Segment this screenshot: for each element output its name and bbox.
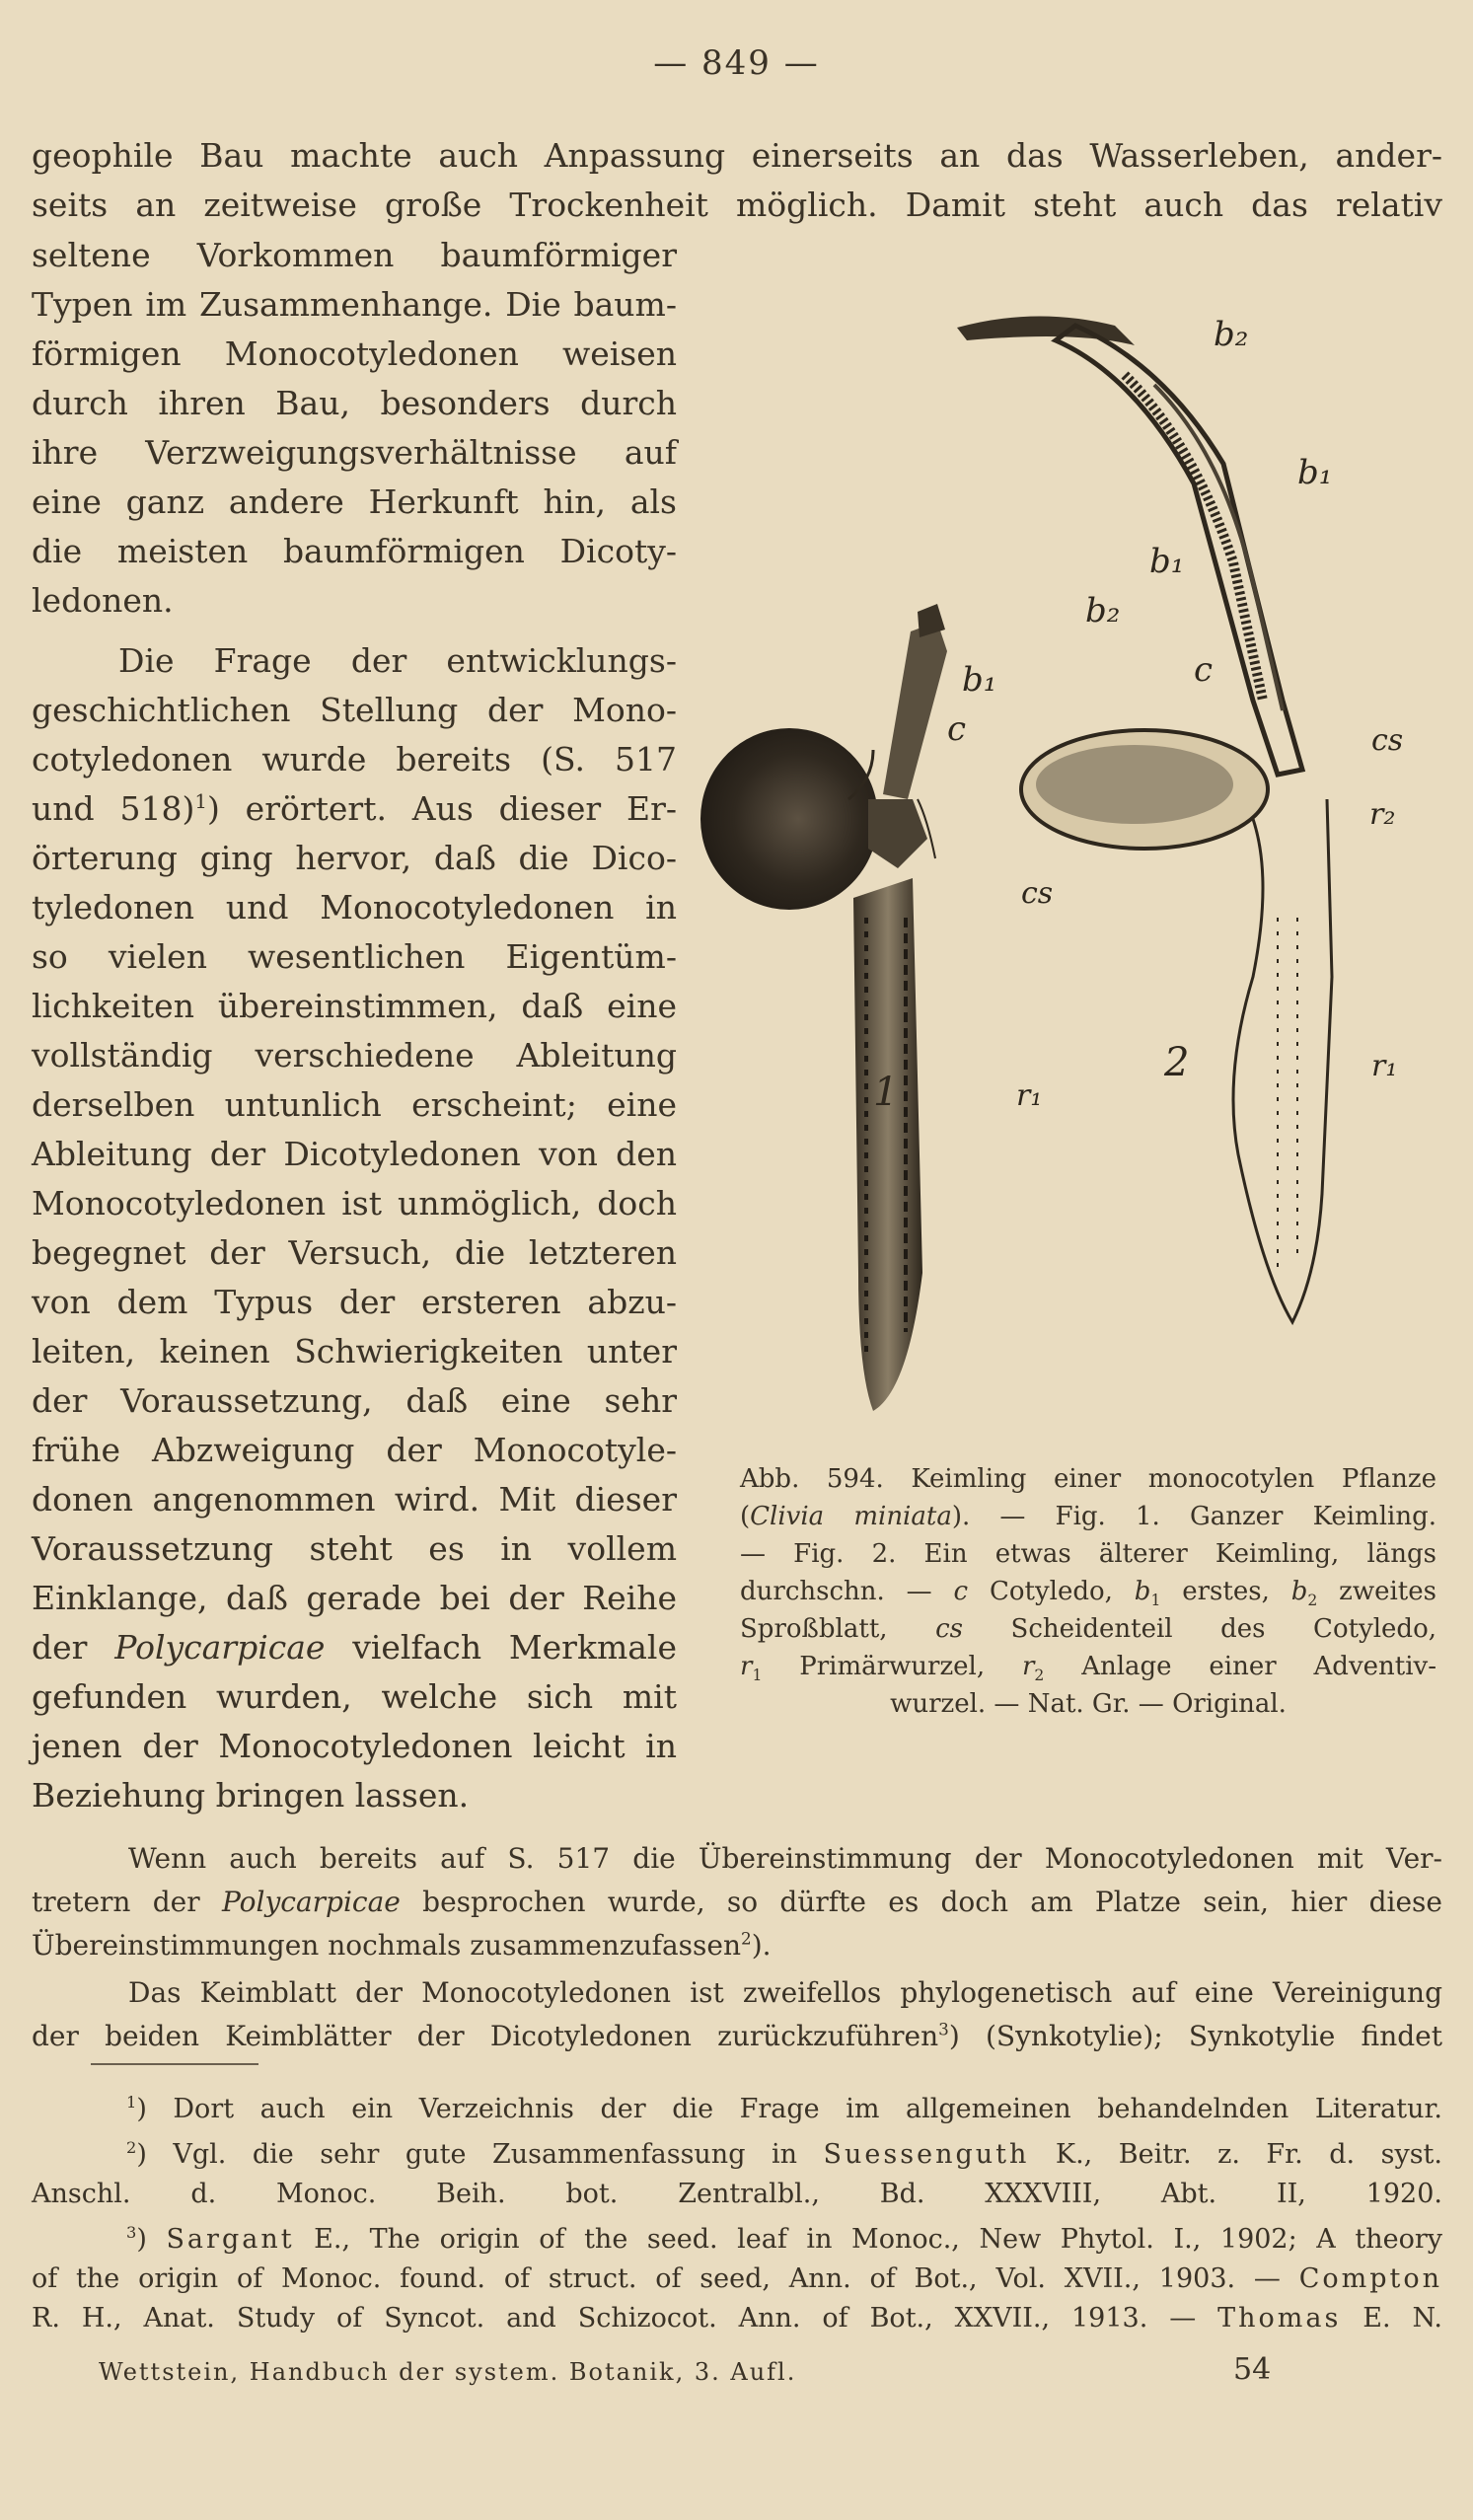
- caption-line: Abb. 594. Keimling einer monocotylen Pflanze: [740, 1464, 1436, 1494]
- text-segment: Übereinstimmungen nochmals zusammenzufassen: [32, 1929, 742, 1962]
- fig2-endosperm: [1036, 745, 1233, 824]
- text-segment: tretern der: [32, 1886, 222, 1918]
- text-segment: ) Vgl. die sehr gute Zusammenfassung in: [136, 2139, 824, 2170]
- text-segment: Cotyledo,: [968, 1577, 1135, 1606]
- footnote-divider: [91, 2063, 258, 2065]
- column-line: durch ihren Bau, besonders durch: [32, 384, 677, 422]
- label-b1-left: b₁: [962, 660, 997, 700]
- column-line: derselben untunlich erscheint; eine: [32, 1085, 677, 1124]
- label-b1-mid: b₁: [1149, 542, 1185, 581]
- fig1-primary-root: [853, 878, 922, 1411]
- column-line: frühe Abzweigung der Monocotyle-: [32, 1431, 677, 1469]
- subscript: 1: [1150, 1592, 1161, 1610]
- text-segment: K., Beitr. z. Fr. d. syst.: [1029, 2139, 1442, 2170]
- caption-line: wurzel. — Nat. Gr. — Original.: [890, 1689, 1287, 1719]
- symbol: b: [1134, 1577, 1151, 1606]
- label-r1-right: r₁: [1371, 1049, 1398, 1083]
- column-line: ihre Verzweigungsverhältnisse auf: [32, 433, 677, 472]
- column-line: begegnet der Versuch, die letzteren: [32, 1233, 677, 1272]
- footnote: [126, 2090, 1442, 2129]
- column-line: eine ganz andere Herkunft hin, als: [32, 482, 677, 521]
- label-c-right: c: [1194, 650, 1214, 690]
- column-line: so vielen wesentlichen Eigentüm-: [32, 937, 677, 976]
- caption-line: [740, 1610, 1436, 1648]
- author-name: Compton: [1298, 2263, 1442, 2294]
- label-c-left: c: [947, 709, 967, 749]
- column-line: seltene Vorkommen baumförmiger: [32, 236, 677, 274]
- label-r2: r₂: [1369, 797, 1396, 832]
- footnote: [126, 2135, 1442, 2175]
- text-segment: besprochen wurde, so dürfte es doch am Platze sein, hier diese: [400, 1886, 1442, 1918]
- footnote-ref: 1: [194, 790, 207, 813]
- signature-number: 54: [1233, 2352, 1272, 2387]
- text-segment: und 518): [32, 789, 195, 828]
- text-segment: E. N.: [1341, 2303, 1443, 2334]
- column-line: Beziehung bringen lassen.: [32, 1776, 470, 1815]
- text-segment: ): [136, 2224, 167, 2255]
- fig1-seedling: [700, 604, 947, 1411]
- symbol: c: [953, 1577, 969, 1606]
- column-line: Die Frage der entwicklungs-: [118, 641, 677, 680]
- column-line: lichkeiten übereinstimmen, daß eine: [32, 987, 677, 1025]
- body-line: seits an zeitweise große Trockenheit möglich. Damit steht auch das relativ: [32, 185, 1442, 224]
- column-line: Ableitung der Dicotyledonen von den: [32, 1135, 677, 1173]
- figure-seedling: [700, 286, 1450, 1441]
- label-fig1: 1: [873, 1070, 899, 1115]
- fig1-shoot-b2: [918, 604, 945, 637]
- footnote: [126, 2220, 1442, 2260]
- body-line: geophile Bau machte auch Anpassung einerseits an das Wasserleben, ander-: [32, 136, 1442, 175]
- column-line: der Voraussetzung, daß eine sehr: [32, 1381, 677, 1420]
- label-b2-top: b₂: [1214, 315, 1249, 354]
- text-segment: Anlage einer Adventiv-: [1044, 1652, 1436, 1681]
- column-line: Einklange, daß gerade bei der Reihe: [32, 1579, 677, 1617]
- body-line: Das Keimblatt der Monocotyledonen ist zweifellos phylogenetisch auf eine Vereinigung: [128, 1976, 1442, 2009]
- fig1-seed-cotyledon: [700, 728, 878, 910]
- text-segment: ) erörtert. Aus dieser Er-: [206, 789, 677, 828]
- text-segment: Primärwurzel,: [762, 1652, 1022, 1681]
- text-segment: der: [32, 1628, 115, 1667]
- label-cs-right: cs: [1371, 723, 1404, 758]
- body-line: Wenn auch bereits auf S. 517 die Übereinstimmung der Monocotyledonen mit Ver-: [128, 1842, 1442, 1875]
- footnote-ref: 2: [741, 1928, 752, 1949]
- symbol: r: [1021, 1652, 1035, 1681]
- author-name: Sargant: [166, 2224, 295, 2255]
- taxon-name: Polycarpicae: [114, 1628, 326, 1667]
- label-cs-left: cs: [1021, 876, 1054, 911]
- column-line: förmigen Monocotyledonen weisen: [32, 334, 677, 373]
- label-b2-mid: b₂: [1085, 591, 1121, 630]
- text-segment: vielfach Merkmale: [325, 1628, 678, 1667]
- column-line: örterung ging hervor, daß die Dico-: [32, 839, 677, 877]
- column-line: donen angenommen wird. Mit dieser: [32, 1480, 677, 1519]
- taxon-name: Polycarpicae: [221, 1886, 401, 1918]
- body-line: [32, 1881, 1442, 1924]
- body-line: [32, 2015, 1442, 2058]
- column-line: cotyledonen wurde bereits (S. 517: [32, 740, 677, 778]
- subscript: 2: [1034, 1667, 1045, 1685]
- footnote-mark: 2: [126, 2138, 137, 2157]
- running-footer: Wettstein, Handbuch der system. Botanik, 3. Aufl.: [99, 2358, 797, 2386]
- column-line: vollständig verschiedene Ableitung: [32, 1036, 677, 1075]
- body-line: [32, 1924, 1442, 1967]
- text-segment: (: [740, 1502, 751, 1531]
- text-segment: ). — Fig. 1. Ganzer Keimling.: [951, 1502, 1436, 1531]
- column-line: jenen der Monocotyledonen leicht in: [32, 1727, 677, 1765]
- text-segment: E., The origin of the seed. leaf in Monoc., New Phytol. I., 1902; A theory: [294, 2224, 1442, 2255]
- caption-line: [740, 1498, 1436, 1535]
- column-line: Voraussetzung steht es in vollem: [32, 1529, 677, 1568]
- column-line: von dem Typus der ersteren abzu-: [32, 1283, 677, 1321]
- text-segment: ).: [751, 1929, 772, 1962]
- footnote: [32, 2299, 1442, 2338]
- text-segment: durchschn. —: [740, 1577, 954, 1606]
- column-line: [32, 784, 677, 834]
- page-number: — 849 —: [653, 43, 820, 83]
- footnote: Anschl. d. Monoc. Beih. bot. Zentralbl., Bd. XXXVIII, Abt. II, 1920.: [32, 2179, 1442, 2209]
- caption-line: — Fig. 2. Ein etwas älterer Keimling, längs: [740, 1539, 1436, 1569]
- symbol: r: [740, 1652, 753, 1681]
- footnote-mark: 1: [126, 2093, 137, 2112]
- footnote: [32, 2260, 1442, 2299]
- taxon-name: Clivia miniata: [750, 1502, 952, 1531]
- footnote-ref: 3: [938, 2019, 949, 2039]
- subscript: 2: [1307, 1592, 1318, 1610]
- text-segment: ) (Synkotylie); Synkotylie findet: [948, 2020, 1442, 2052]
- column-line: gefunden wurden, welche sich mit: [32, 1677, 677, 1716]
- column-line: leiten, keinen Schwierigkeiten unter: [32, 1332, 677, 1371]
- caption-line: [740, 1648, 1436, 1685]
- seedling-illustration: [700, 286, 1450, 1441]
- column-line: ledonen.: [32, 581, 174, 620]
- text-segment: zweites: [1317, 1577, 1436, 1606]
- fig1-shoot-b1: [883, 622, 947, 799]
- label-fig2: 2: [1164, 1040, 1190, 1085]
- text-segment: ) Dort auch ein Verzeichnis der die Frage im allgemeinen behandelnden Literatur.: [136, 2094, 1442, 2124]
- label-b1-right: b₁: [1297, 453, 1333, 492]
- text-segment: Scheidenteil des Cotyledo,: [962, 1614, 1436, 1644]
- symbol: b: [1290, 1577, 1308, 1606]
- column-line: tyledonen und Monocotyledonen in: [32, 888, 677, 926]
- author-name: Suessenguth: [823, 2139, 1030, 2170]
- text-segment: erstes,: [1160, 1577, 1291, 1606]
- fig1-cotyledon-stalk: [868, 799, 927, 868]
- column-line: Typen im Zusammenhange. Die baum-: [32, 285, 677, 324]
- author-name: Thomas: [1217, 2303, 1342, 2334]
- symbol: cs: [935, 1614, 963, 1644]
- text-segment: der beiden Keimblätter der Dicotyledonen zurückzuführen: [32, 2020, 939, 2052]
- fig2-section: [957, 316, 1332, 1322]
- text-segment: Sproßblatt,: [740, 1614, 936, 1644]
- text-segment: of the origin of Monoc. found. of struct. of seed, Ann. of Bot., Vol. XVII., 1903. —: [32, 2263, 1299, 2294]
- column-line: [32, 1623, 677, 1672]
- footnote-mark: 3: [126, 2223, 137, 2242]
- column-line: Monocotyledonen ist unmöglich, doch: [32, 1184, 677, 1223]
- label-r1-left: r₁: [1016, 1078, 1043, 1113]
- column-line: die meisten baumförmigen Dicoty-: [32, 532, 677, 570]
- fig2-root-outline: [1233, 799, 1332, 1322]
- subscript: 1: [752, 1667, 763, 1685]
- column-line: geschichtlichen Stellung der Mono-: [32, 691, 677, 729]
- caption-line: [740, 1573, 1436, 1610]
- text-segment: R. H., Anat. Study of Syncot. and Schizocot. Ann. of Bot., XXVII., 1913. —: [32, 2303, 1218, 2334]
